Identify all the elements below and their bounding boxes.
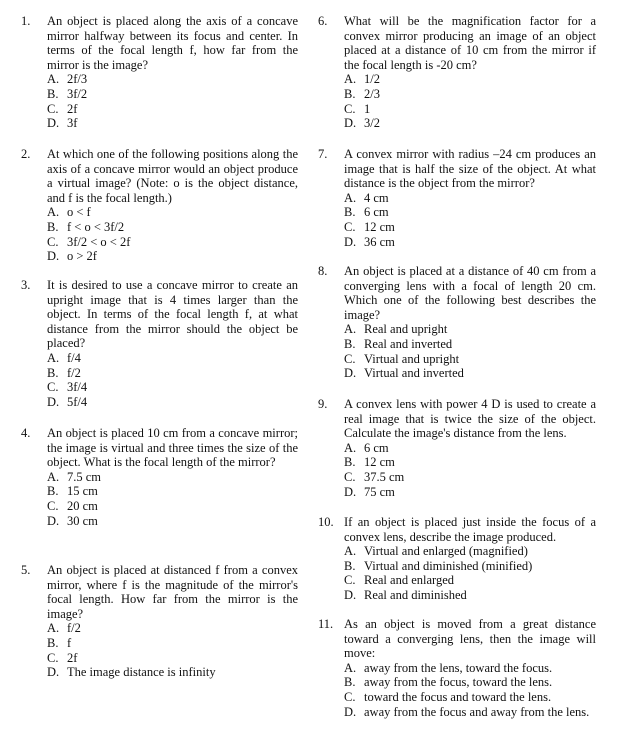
question-number: 6. — [318, 14, 328, 28]
option: A. o < f — [47, 205, 91, 220]
option: C. toward the focus and toward the lens. — [344, 689, 552, 704]
question-4 — [21, 426, 298, 528]
question-stem: An object is placed along the axis of a concave mirror halfway between its focus and center. In terms of the focal length f, how far from the mirror is the image? — [47, 14, 298, 72]
question-stem: What will be the magnification factor for a convex mirror producing an image of an object placed at a distance of 10 cm from the mirror if the focal length is -20 cm? — [344, 14, 596, 72]
question-number: 11. — [318, 617, 334, 631]
option: C. Real and enlarged — [344, 573, 455, 588]
option: A. f/2 — [47, 621, 81, 636]
option: A. 6 cm — [344, 440, 389, 455]
question-2 — [21, 147, 298, 264]
question-stem: A convex lens with power 4 D is used to create a real image that is twice the size of the object. Calculate the image's distance from the lens. — [344, 397, 596, 441]
question-stem: As an object is moved from a great distance toward a converging lens, then the image will move: — [344, 617, 596, 661]
question-number: 4. — [21, 426, 31, 440]
option: B. away from the focus, toward the lens. — [344, 675, 553, 690]
option: B. f/2 — [47, 365, 81, 380]
option: D. 36 cm — [344, 234, 395, 249]
option: D. 30 cm — [47, 513, 98, 528]
option: A. 2f/3 — [47, 72, 88, 87]
option: A. 7.5 cm — [47, 469, 102, 484]
question-stem: If an object is placed just inside the focus of a convex lens, describe the image produced. — [344, 515, 596, 544]
question-1 — [21, 14, 298, 131]
question-number: 1. — [21, 14, 31, 28]
question-number: 9. — [318, 397, 328, 411]
question-9 — [318, 397, 596, 499]
option: D. 75 cm — [344, 484, 395, 499]
question-3 — [21, 278, 298, 409]
question-7 — [318, 147, 596, 249]
question-number: 8. — [318, 264, 328, 278]
question-5 — [21, 563, 298, 680]
option: B. 6 cm — [344, 205, 389, 220]
option: C. Virtual and upright — [344, 351, 460, 366]
question-stem: An object is placed 10 cm from a concave mirror; the image is virtual and three times the size of the object. What is the focal length of the mirror? — [47, 426, 298, 470]
option: C. 2f — [47, 650, 78, 665]
option: C. 3f/4 — [47, 380, 88, 395]
question-10 — [318, 515, 596, 603]
option: B. 2/3 — [344, 86, 380, 101]
question-stem: It is desired to use a concave mirror to create an upright image that is 4 times larger than the object. In terms of the focal length f, at what distance from the mirror should the object be placed? — [47, 278, 298, 351]
question-number: 7. — [318, 147, 328, 161]
question-stem: At which one of the following positions along the axis of a concave mirror would an object produce a virtual image? (Note: o is the object distance, and f is the focal length.) — [47, 147, 298, 205]
question-6 — [318, 14, 596, 131]
option: B. 15 cm — [47, 484, 98, 499]
option: D. 5f/4 — [47, 394, 88, 409]
option: D. Real and diminished — [344, 587, 467, 602]
option: C. 2f — [47, 101, 78, 116]
question-number: 2. — [21, 147, 31, 161]
question-number: 10. — [318, 515, 334, 529]
option: D. Virtual and inverted — [344, 366, 464, 381]
option: C. 3f/2 < o < 2f — [47, 234, 131, 249]
option: D. The image distance is infinity — [47, 665, 216, 680]
option: D. o > 2f — [47, 249, 97, 264]
option: B. 12 cm — [344, 455, 395, 470]
question-11 — [318, 617, 596, 719]
option: A. f/4 — [47, 350, 81, 365]
option: B. Real and inverted — [344, 336, 453, 351]
option: B. Virtual and diminished (minified) — [344, 558, 533, 573]
option: B. 3f/2 — [47, 86, 88, 101]
option: C. 1 — [344, 101, 371, 116]
option: A. 1/2 — [344, 72, 380, 87]
question-number: 5. — [21, 563, 31, 577]
option: C. 20 cm — [47, 498, 98, 513]
question-stem: A convex mirror with radius –24 cm produces an image that is half the size of the object. At what distance is the object from the mirror? — [344, 147, 596, 191]
option: B. f — [47, 635, 72, 650]
option: C. 12 cm — [344, 219, 395, 234]
option: A. Real and upright — [344, 322, 448, 337]
option: D. 3/2 — [344, 116, 380, 131]
option: D. 3f — [47, 116, 78, 131]
option: A. away from the lens, toward the focus. — [344, 660, 553, 675]
option: A. 4 cm — [344, 190, 389, 205]
option: B. f < o < 3f/2 — [47, 219, 125, 234]
question-stem: An object is placed at a distance of 40 cm from a converging lens with a focal of length 20 cm. Which one of the following best describes the image? — [344, 264, 596, 322]
question-8 — [318, 264, 596, 381]
option: C. 37.5 cm — [344, 469, 405, 484]
question-number: 3. — [21, 278, 31, 292]
option: D. away from the focus and away from the lens. — [344, 704, 590, 719]
question-stem: An object is placed at distanced f from a convex mirror, where f is the magnitude of the mirror's focal length. How far from the mirror is the image? — [47, 563, 298, 621]
option: A. Virtual and enlarged (magnified) — [344, 544, 528, 559]
